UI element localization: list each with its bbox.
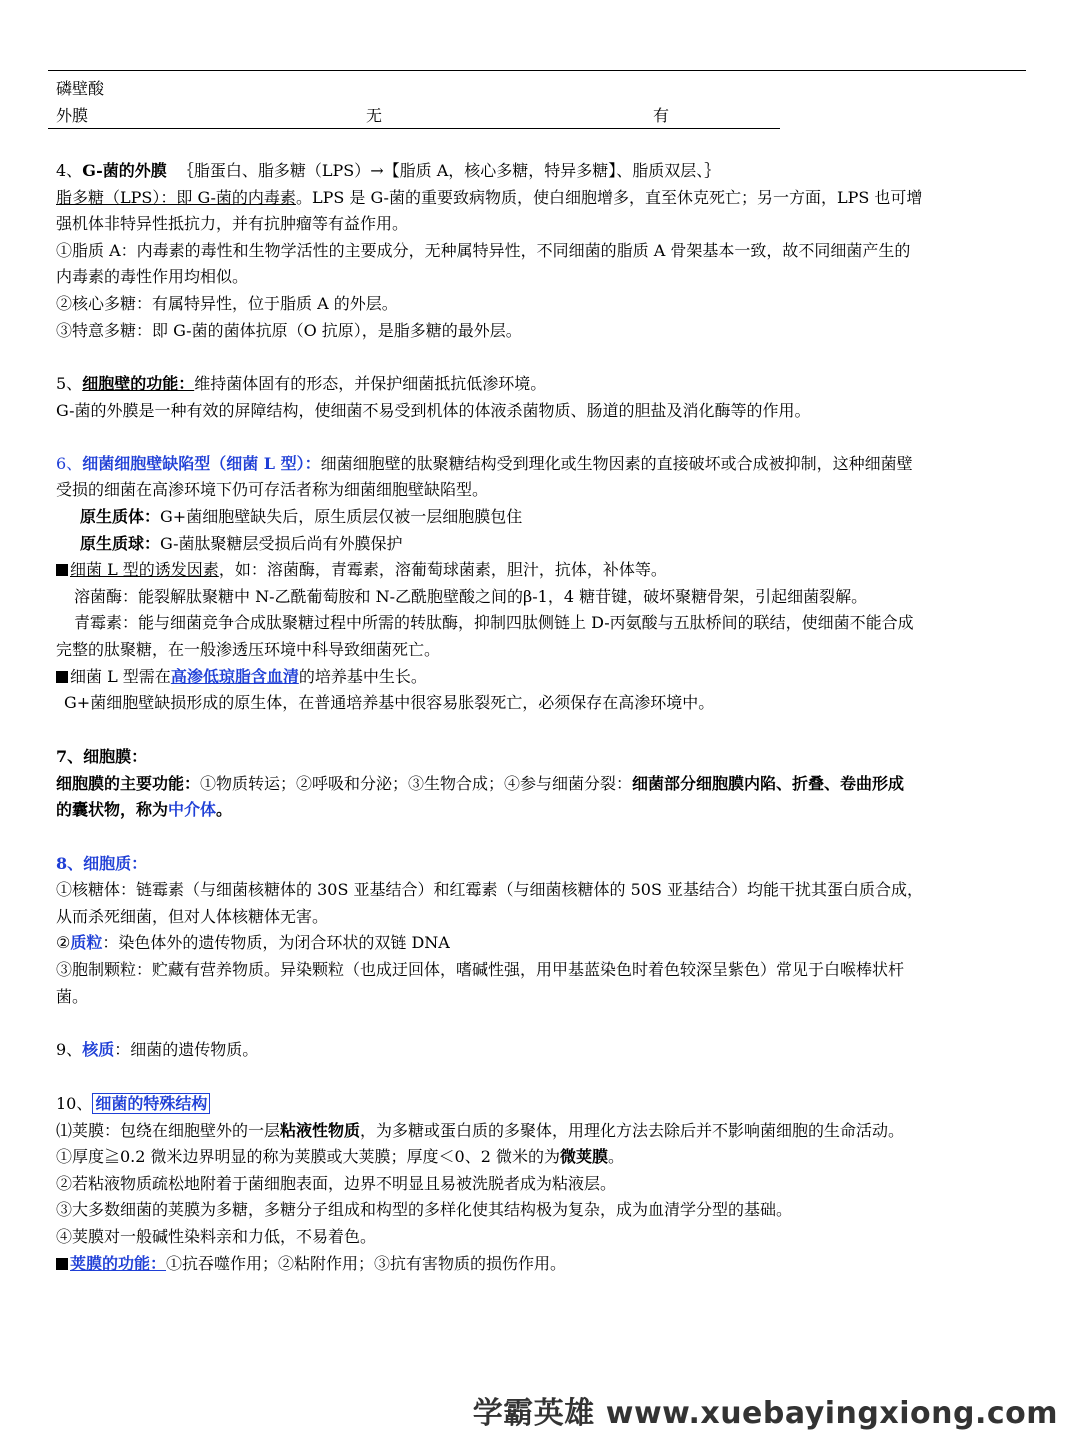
section-5-title: 细胞壁的功能： <box>82 374 195 393</box>
l-form-inducers: 细菌 L 型的诱发因素，如：溶菌酶，青霉素，溶葡萄球菌素，胆汁，抗体，补体等。 <box>56 559 667 581</box>
table-cell-gpos: 无 <box>366 106 383 125</box>
lps-term: 脂多糖（LPS）：即 G-菌的内毒素 <box>56 188 296 207</box>
section-6-heading: 6、细菌细胞壁缺陷型（细菌 L 型）：细菌细胞壁的肽聚糖结构受到理化或生物因素的直接破坏或合成被抑制，这种细菌壁 <box>56 454 913 473</box>
mesosome-term: 中介体 <box>168 800 217 819</box>
membrane-function-line: 细胞膜的主要功能：①物质转运；②呼吸和分泌；③生物合成；④参与细菌分裂：细菌部分细胞膜内陷、折叠、卷曲形成 <box>56 774 905 793</box>
section-8-heading: 8、细胞质： <box>56 854 148 873</box>
capsule-function-link[interactable]: 荚膜的功能： <box>70 1254 167 1273</box>
penicillin-line-cont: 完整的肽聚糖，在一般渗透压环境中科导致细菌死亡。 <box>56 640 441 659</box>
section-7-heading: 7、细胞膜： <box>56 747 148 766</box>
outer-membrane-formula: ｛脂蛋白、脂多糖（LPS）→【脂质 A，核心多糖，特异多糖】、脂质双层、｝ <box>177 161 721 180</box>
square-bullet-icon <box>56 671 68 683</box>
section-5-heading: 5、细胞壁的功能：维持菌体固有的形态，并保护细菌抵抗低渗环境。 <box>56 374 547 393</box>
capsule-definition: ⑴荚膜：包绕在细胞壁外的一层粘液性物质，为多糖或蛋白质的多聚体，用理化方法去除后并不影响菌细胞的生命活动。 <box>56 1121 905 1140</box>
outer-membrane-barrier-text: G-菌的外膜是一种有效的屏障结构，使细菌不易受到机体的体液杀菌物质、肠道的胆盐及消化酶等的作用。 <box>56 401 811 420</box>
lysozyme-line: 溶菌酶：能裂解肽聚糖中 N-乙酰葡萄胺和 N-乙酰胞壁酸之间的β-1，4 糖苷键，破坏聚糖骨架，引起细菌裂解。 <box>74 587 868 606</box>
section-10-heading: 10、 细菌的特殊结构 <box>56 1093 210 1115</box>
core-polysaccharide-item: ②核心多糖：有属特异性，位于脂质 A 的外层。 <box>56 294 398 313</box>
protoplast-label: 原生质体： <box>80 507 161 526</box>
membrane-function-label: 细胞膜的主要功能： <box>56 774 201 793</box>
capsule-staining-item: ④荚膜对一般碱性染料亲和力低，不易着色。 <box>56 1227 377 1246</box>
capsule-function-line: 荚膜的功能：①抗吞噬作用；②粘附作用；③抗有害物质的损伤作用。 <box>56 1253 566 1275</box>
capsule-polysaccharide-item: ③大多数细菌的荚膜为多糖，多糖分子组成和构型的多样化使其结构极为复杂，成为血清学分型的基础。 <box>56 1200 793 1219</box>
ribosome-item-cont: 从而杀死细菌，但对人体核糖体无害。 <box>56 907 329 926</box>
slime-layer-item: ②若粘液物质疏松地附着于菌细胞表面，边界不明显且易被洗脱者成为粘液层。 <box>56 1174 617 1193</box>
section-9-heading: 9、核质：细菌的遗传物质。 <box>56 1040 259 1059</box>
table-bottom-border <box>48 128 780 129</box>
table-cell-label: 外膜 <box>56 106 89 125</box>
penicillin-line: 青霉素：能与细菌竞争合成肽聚糖过程中所需的转肽酶，抑制四肽侧链上 D-丙氨酸与五肽桥间的联结，使细菌不能合成 <box>74 613 914 632</box>
protoplast-line: 原生质体：G+菌细胞壁缺失后，原生质层仅被一层细胞膜包住 <box>80 507 523 526</box>
section-6-text-cont: 受损的细菌在高渗环境下仍可存活者称为细菌细胞壁缺陷型。 <box>56 480 489 499</box>
lipid-a-item-cont: 内毒素的毒性作用均相似。 <box>56 267 249 286</box>
membrane-function-cont: 的囊状物，称为中介体。 <box>56 800 233 819</box>
lps-paragraph: 脂多糖（LPS）：即 G-菌的内毒素。LPS 是 G-菌的重要致病物质，使白细胞增多，直至休克死亡；另一方面，LPS 也可增 <box>56 188 923 207</box>
square-bullet-icon <box>56 564 68 576</box>
capsule-thickness: ①厚度≧0.2 微米边界明显的称为荚膜或大荚膜；厚度＜0、2 微米的为微荚膜。 <box>56 1147 625 1166</box>
table-cell-gneg: 有 <box>653 106 670 125</box>
spheroplast-label: 原生质球： <box>80 534 161 553</box>
section-4-heading: 4、G-菌的外膜 ｛脂蛋白、脂多糖（LPS）→【脂质 A，核心多糖，特异多糖】、脂质双层、｝ <box>56 161 721 180</box>
nucleoid-term: 核质 <box>82 1040 115 1059</box>
plasmid-item: ②质粒：染色体外的遗传物质，为闭合环状的双链 DNA <box>56 933 450 952</box>
table-row-outer-membrane <box>56 105 786 127</box>
granules-item-cont: 菌。 <box>56 987 89 1006</box>
inducers-term: 细菌 L 型的诱发因素 <box>70 560 219 579</box>
table-cell-label: 磷壁酸 <box>56 79 105 98</box>
table-row-teichoic <box>56 78 104 100</box>
section-10-title: 细菌的特殊结构 <box>92 1093 210 1114</box>
site-watermark: 学霸英雄 www.xuebayingxiong.com <box>472 1396 1058 1431</box>
lipid-a-item: ①脂质 A：内毒素的毒性和生物学活性的主要成分，无种属特异性，不同细菌的脂质 A 骨架基本一致，故不同细菌产生的 <box>56 241 911 260</box>
l-form-culture: 细菌 L 型需在高渗低琼脂含血清的培养基中生长。 <box>56 666 427 688</box>
spheroplast-line: 原生质球：G-菌肽聚糖层受损后尚有外膜保护 <box>80 534 403 553</box>
lps-paragraph-cont: 强机体非特异性抵抗力，并有抗肿瘤等有益作用。 <box>56 214 409 233</box>
square-bullet-icon <box>56 1258 68 1270</box>
microcapsule-term: 微荚膜 <box>559 1147 608 1166</box>
section-6-title: 细菌细胞壁缺陷型（细菌 L 型）： <box>82 454 321 473</box>
culture-medium-link[interactable]: 高渗低琼脂含血清 <box>170 667 299 686</box>
gplus-protoplast-line: G+菌细胞壁缺损形成的原生体，在普通培养基中很容易胀裂死亡，必须保存在高渗环境中。 <box>64 693 715 712</box>
specific-polysaccharide-item: ③特意多糖：即 G-菌的菌体抗原（O 抗原），是脂多糖的最外层。 <box>56 321 522 340</box>
table-top-border <box>48 70 1026 71</box>
section-4-title: G-菌的外膜 <box>82 161 167 180</box>
ribosome-item: ①核糖体：链霉素（与细菌核糖体的 30S 亚基结合）和红霉素（与细菌核糖体的 50S 亚基结合）均能干扰其蛋白质合成， <box>56 880 923 899</box>
granules-item: ③胞制颗粒：贮藏有营养物质。异染颗粒（也成迂回体，嗜碱性强，用甲基蓝染色时着色较深呈紫色）常见于白喉棒状杆 <box>56 960 905 979</box>
plasmid-term: 质粒 <box>70 933 103 952</box>
